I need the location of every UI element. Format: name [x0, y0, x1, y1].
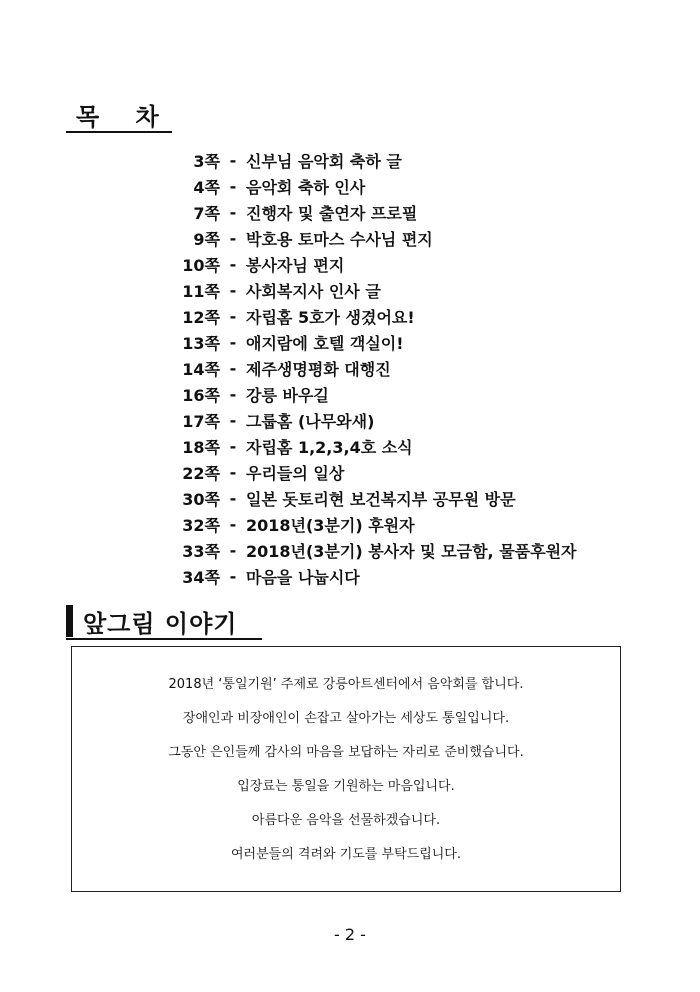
toc-separator: -: [229, 566, 237, 586]
toc-separator: -: [229, 514, 237, 534]
toc-item-label: 애지람에 호텔 객실이!: [246, 333, 404, 353]
toc-page-number: 13쪽: [182, 333, 220, 353]
toc-item: [170, 199, 577, 225]
toc-item-label: 음악회 축하 인사: [246, 177, 366, 197]
toc-separator: -: [229, 462, 237, 482]
toc-separator: -: [229, 358, 237, 378]
toc-item-label: 2018년(3분기) 후원자: [246, 515, 415, 535]
toc-separator: -: [229, 410, 237, 430]
cover-story-line: 여러분들의 격려와 기도를 부탁드립니다.: [230, 847, 461, 862]
toc-item-label: 봉사자님 편지: [246, 255, 345, 275]
toc-separator: -: [229, 306, 237, 326]
toc-item-label: 자립홈 1,2,3,4호 소식: [246, 437, 413, 457]
toc-item: [170, 537, 577, 563]
toc-page-number: 17쪽: [182, 411, 220, 431]
toc-item: [170, 381, 577, 407]
toc-page-number: 12쪽: [182, 307, 220, 327]
toc-item: [170, 303, 577, 329]
toc-item-label: 제주생명평화 대행진: [246, 359, 391, 379]
toc-item-label: 사회복지사 인사 글: [246, 281, 381, 301]
cover-story-heading: [66, 604, 262, 640]
toc-item-label: 강릉 바우길: [246, 385, 329, 405]
toc-page-number: 9쪽: [193, 229, 220, 249]
cover-story-line: 장애인과 비장애인이 손잡고 살아가는 세상도 통일입니다.: [182, 711, 510, 726]
toc-item: [170, 355, 577, 381]
toc-item-label: 자립홈 5호가 생겼어요!: [246, 307, 415, 327]
toc-page-number: 7쪽: [193, 203, 220, 223]
toc-item: [170, 407, 577, 433]
cover-story-line: 아름다운 음악을 선물하겠습니다.: [251, 813, 441, 828]
toc-separator: -: [229, 540, 237, 560]
toc-separator: -: [229, 332, 237, 352]
toc-item: [170, 277, 577, 303]
toc-item-label: 진행자 및 출연자 프로필: [246, 203, 418, 223]
toc-separator: -: [229, 280, 237, 300]
toc-item: [170, 329, 577, 355]
toc-separator: -: [229, 436, 237, 456]
toc-page-number: 30쪽: [182, 489, 220, 509]
toc-item: [170, 147, 577, 173]
toc-item-label: 일본 돗토리현 보건복지부 공무원 방문: [246, 489, 516, 509]
toc-separator: -: [229, 488, 237, 508]
toc-page-number: 33쪽: [182, 541, 220, 561]
toc-page-number: 32쪽: [182, 515, 220, 535]
toc-item-label: 신부님 음악회 축하 글: [246, 151, 402, 171]
heading-bar: [66, 605, 73, 637]
toc-page-number: 10쪽: [182, 255, 220, 275]
cover-story-line: 2018년 ‘통일기원’ 주제로 강릉아트센터에서 음악회를 합니다.: [168, 677, 524, 692]
toc-heading-text: 목 차: [76, 102, 173, 131]
toc-item: [170, 511, 577, 537]
toc-item: [170, 251, 577, 277]
cover-story-line: 입장료는 통일을 기원하는 마음입니다.: [237, 779, 455, 794]
toc-page-number: 22쪽: [182, 463, 220, 483]
cover-story-box: [71, 646, 621, 892]
toc-separator: -: [229, 202, 237, 222]
toc-item: [170, 459, 577, 485]
toc-item-label: 그룹홈 (나무와새): [246, 411, 375, 431]
toc-separator: -: [229, 228, 237, 248]
cover-story-heading-text: 앞그림 이야기: [83, 609, 238, 638]
toc-item: [170, 485, 577, 511]
toc-item: [170, 433, 577, 459]
toc-page-number: 34쪽: [182, 567, 220, 587]
toc-separator: -: [229, 150, 237, 170]
toc-item-label: 우리들의 일상: [246, 463, 345, 483]
toc-item: [170, 173, 577, 199]
toc-page-number: 18쪽: [182, 437, 220, 457]
toc-item-label: 마음을 나눕시다: [246, 567, 360, 587]
toc-page-number: 4쪽: [193, 177, 220, 197]
toc-list: [170, 147, 577, 589]
toc-item-label: 2018년(3분기) 봉사자 및 모금함, 물품후원자: [246, 541, 577, 561]
cover-story-line: 그동안 은인들께 감사의 마음을 보답하는 자리로 준비했습니다.: [168, 745, 524, 760]
page-number: - 2 -: [334, 925, 366, 944]
toc-separator: -: [229, 176, 237, 196]
toc-page-number: 14쪽: [182, 359, 220, 379]
toc-page-number: 11쪽: [182, 281, 220, 301]
toc-page-number: 16쪽: [182, 385, 220, 405]
toc-separator: -: [229, 384, 237, 404]
toc-separator: -: [229, 254, 237, 274]
toc-item-label: 박호용 토마스 수사님 편지: [246, 229, 433, 249]
toc-item: [170, 563, 577, 589]
toc-page-number: 3쪽: [193, 151, 220, 171]
toc-item: [170, 225, 577, 251]
toc-heading: [66, 97, 172, 133]
